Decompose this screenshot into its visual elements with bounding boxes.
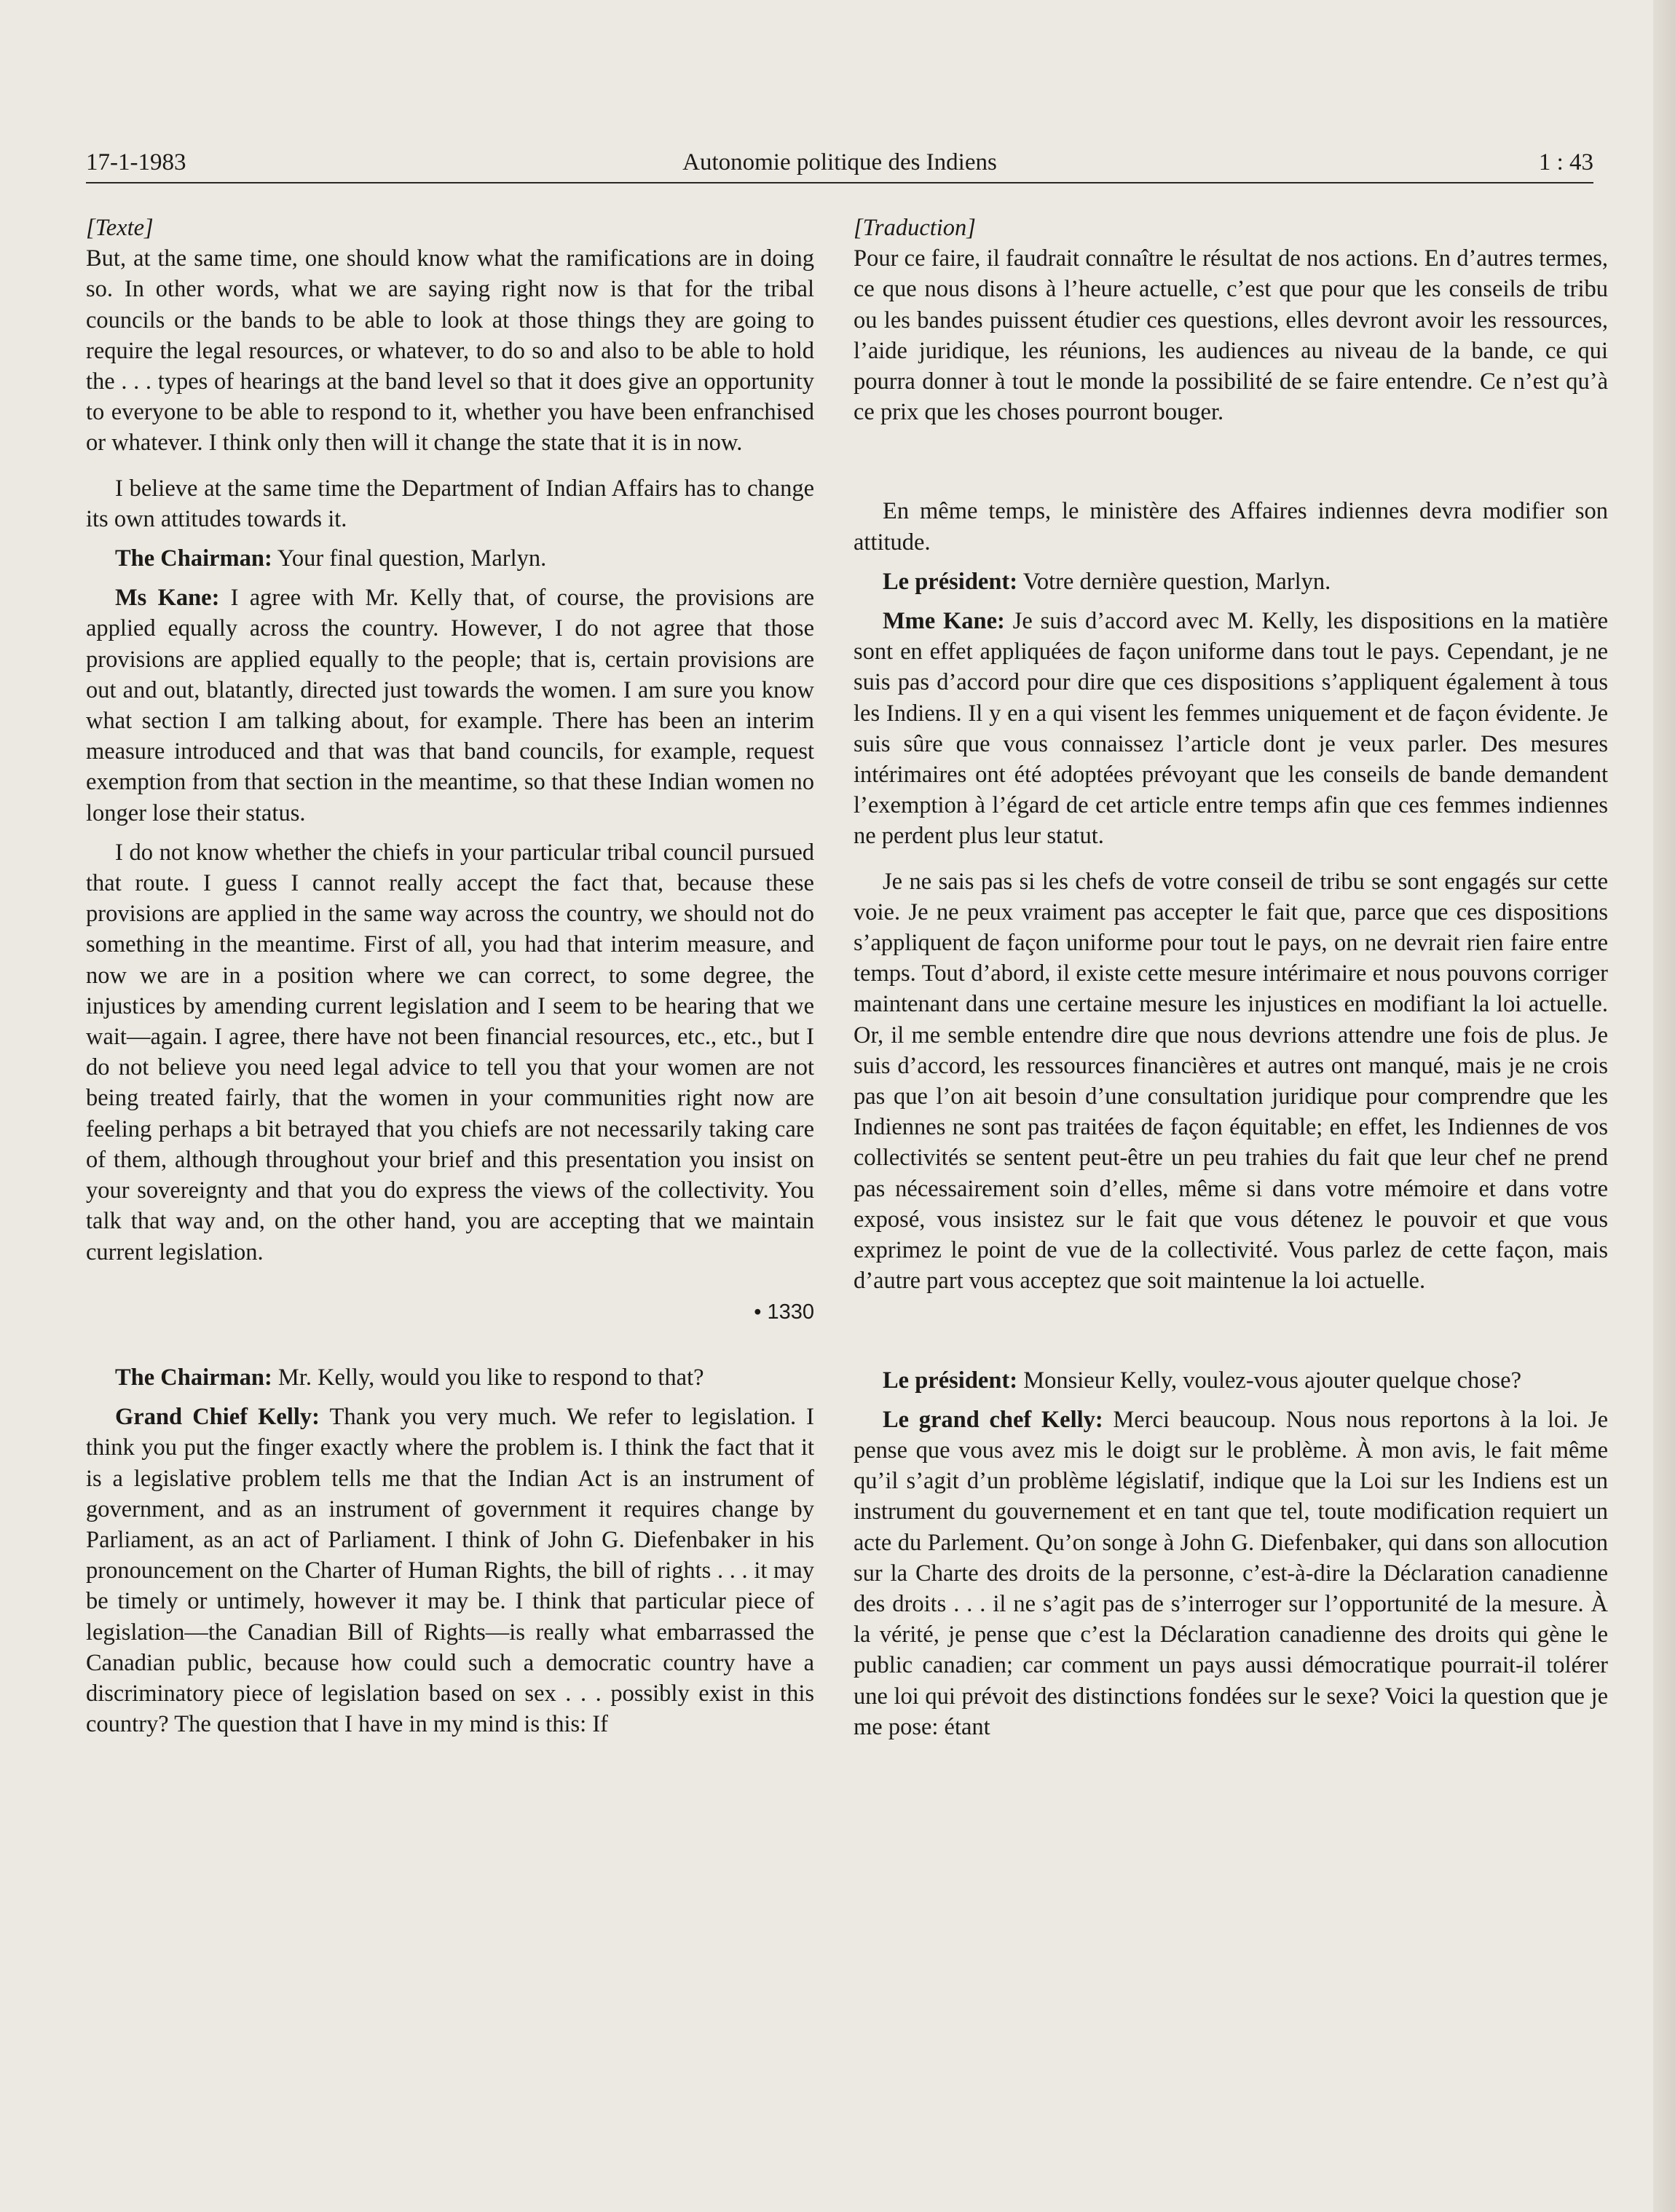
speech-text: Your final question, Marlyn. [272,545,547,572]
speech-paragraph [854,566,1608,597]
speaker-name: The Chairman: [115,545,272,572]
speaker-name: Mme Kane: [883,608,1005,635]
speaker-name: Ms Kane: [115,585,220,612]
speech-paragraph [86,1402,814,1739]
speaker-name: Le président: [883,1367,1018,1394]
speaker-name: The Chairman: [115,1364,272,1391]
speaker-name: Le grand chef Kelly: [883,1406,1103,1433]
paragraph: En même temps, le ministère des Affaires indiennes devra modifier son attitude. [854,498,1608,556]
text-tag: [Texte] [86,215,154,241]
english-column [86,213,814,1739]
speech-paragraph [86,1362,814,1393]
speech-text: I agree with Mr. Kelly that, of course, the provisions are applied equally across the country. However, I do not agree that those provisions are applied equally to the people; that is, certain provisions are out and out, blatantly, directed just towards the women. I am sure you know what section I am talking about, for example. There has been an interim measure introduced and that was that band councils, for example, request exemption from that section in the meantime, so that these Indian women no longer lose their status. [86,585,814,826]
speech-paragraph [854,606,1608,852]
speech-paragraph [86,543,814,574]
page-edge [1653,0,1675,2212]
speech-text: Monsieur Kelly, voulez-vous ajouter quelque chose? [1017,1367,1521,1394]
time-marker: • 1330 [754,1300,814,1324]
speech-text: Merci beaucoup. Nous nous reportons à la loi. Je pense que vous avez mis le doigt sur le problème. À mon avis, le fait même qu’il s’agit d’un problème législatif, indique que la Loi sur les Indiens est un instrument du gouvernement et en tant que tel, toute modification requiert un acte du Parlement. Qu’on songe à John G. Diefenbaker, qui dans son allocution sur la Charte des droits de la personne, c’est-à-dire la Déclaration canadienne des droits . . . il ne s’agit pas de s’interroger sur l’opportunité de la mesure. À la vérité, je pense que c’est la Déclaration canadienne des droits qui gène le public canadien; car comment un pays aussi démocratique pourrait-il tolérer une loi qui prévoit des distinctions fondées sur le sexe? Voici la question que je me pose: étant [854,1406,1608,1740]
header-title: Autonomie politique des Indiens [682,149,997,175]
header-date: 17-1-1983 [86,149,186,175]
speaker-name: Grand Chief Kelly: [115,1404,320,1431]
speech-paragraph [86,582,814,829]
paragraph: I believe at the same time the Department of Indian Affairs has to change its own attitudes towards it. [86,475,814,532]
page-header [86,143,1593,183]
french-column [854,213,1608,1742]
translation-tag: [Traduction] [854,215,976,241]
speech-text: Mr. Kelly, would you like to respond to that? [272,1364,704,1391]
header-page-number: 1 : 43 [1538,149,1593,175]
paragraph: I do not know whether the chiefs in your particular tribal council pursued that route. I guess I cannot really accept the fact that, because these provisions are applied in the same way across the country, we should not do something in the meantime. First of all, you had that interim measure, and now we are in a position where we can correct, to some degree, the injustices by amending current legislation and I seem to be hearing that we wait—again. I agree, there have not been financial resources, etc., etc., but I do not believe you need legal advice to tell you that your women are not being treated fairly, that the women in your communities right now are feeling perhaps a bit betrayed that you chiefs are not necessarily taking care of them, although throughout your brief and this presentation you insist on your sovereignty and that you do express the views of the collectivity. You talk that way and, on the other hand, you are accepting that we maintain current legislation. [86,839,814,1265]
paragraph: But, at the same time, one should know what the ramifications are in doing so. In other words, what we are saying right now is that for the tribal councils or the bands to be able to look at those things they are going to require the legal resources, or whatever, to do so and also to be able to hold the . . . types of hearings at the band level so that it does give an opportunity to everyone to be able to respond to it, whether you have been enfranchised or whatever. I think only then will it change the state that it is in now. [86,245,814,457]
paragraph: Pour ce faire, il faudrait connaître le résultat de nos actions. En d’autres termes, ce que nous disons à l’heure actuelle, c’est que pour que les conseils de tribu ou les bandes puissent étudier ces questions, elles devront avoir les ressources, l’aide juridique, les réunions, les audiences au niveau de la bande, ce qui pourra donner à tout le monde la possibilité de se faire entendre. Ce n’est qu’à ce prix que les choses pourront bouger. [854,245,1608,426]
speech-text: Je suis d’accord avec M. Kelly, les dispositions en la matière sont en effet appliquées de façon uniforme dans tout le pays. Cependant, je ne suis pas d’accord pour dire que ces dispositions s’appliquent également à tous les Indiens. Il y en a qui visent les femmes uniquement et de façon évidente. Je suis sûre que vous connaissez l’article dont je veux parler. Des mesures intérimaires ont été adoptées prévoyant que les conseils de bande demandent l’exemption à l’égard de cet article entre temps afin que ces femmes indiennes ne perdent plus leur statut. [854,608,1608,850]
paragraph: Je ne sais pas si les chefs de votre conseil de tribu se sont engagés sur cette voie. Je ne peux vraiment pas accepter le fait que, parce que ces dispositions s’appliquent de façon uniforme pour tout le pays, on ne devrait rien faire entre temps. Tout d’abord, il existe cette mesure intérimaire et nous pouvons corriger maintenant dans une certaine mesure les injustices en modifiant la loi actuelle. Or, il me semble entendre dire que nous devrions attendre une fois de plus. Je suis d’accord, les ressources financières et autres ont manqué, mais je ne crois pas que l’on ait besoin d’une consultation juridique pour comprendre que les Indiennes ne sont pas traitées de façon équitable; en effet, les Indiennes de vos collectivités se sentent peut-être un peu trahies du fait que leur chef ne prend pas nécessairement soin d’elles, même si dans votre mémoire et dans votre exposé, vous insistez sur le fait que vous détenez le pouvoir et que vous exprimez le point de vue de la collectivité. Vous parlez de cette façon, mais d’autre part vous acceptez que soit maintenue la loi actuelle. [854,868,1608,1295]
speaker-name: Le président: [883,568,1018,595]
speech-paragraph [854,1365,1608,1396]
speech-paragraph [854,1405,1608,1742]
speech-text: Thank you very much. We refer to legislation. I think you put the finger exactly where the problem is. I think the fact that it is a legislative problem tells me that the Indian Act is an instrument of government, and as an instrument of government it requires change by Parliament, as an act of Parliament. I think of John G. Diefenbaker in his pronouncement on the Charter of Human Rights, the bill of rights . . . it may be timely or untimely, however it may be. I think that particular piece of legislation—the Canadian Bill of Rights—is really what embarrassed the Canadian public, because how could such a democratic country have a discriminatory piece of legislation based on sex . . . possibly exist in this country? The question that I have in my mind is this: If [86,1404,814,1738]
speech-text: Votre dernière question, Marlyn. [1017,568,1331,595]
